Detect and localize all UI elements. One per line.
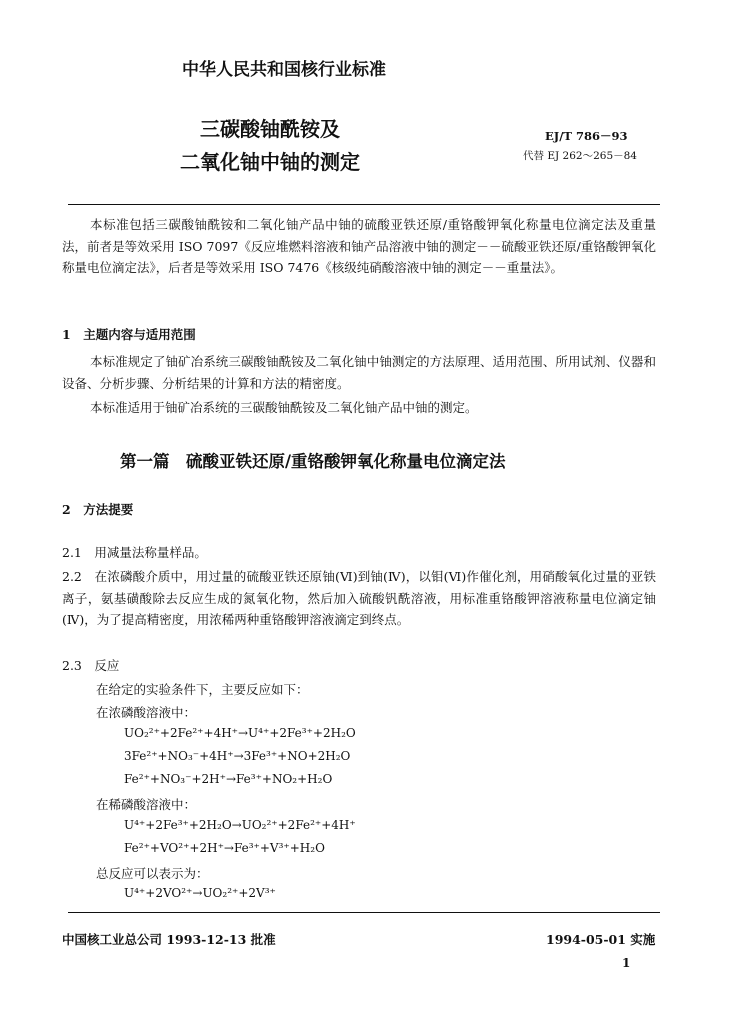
section-1-paragraph-2: 本标准适用于铀矿冶系统的三碳酸铀酰铵及二氧化铀产品中铀的测定。: [90, 400, 478, 415]
document-title-line-2: 二氧化铀中铀的测定: [180, 150, 360, 174]
equation-6: U⁴⁺+2VO²⁺→UO₂²⁺+2V³⁺: [124, 886, 276, 900]
reaction-intro: 在给定的实验条件下，主要反应如下：: [96, 682, 309, 697]
page-number: 1: [622, 956, 631, 970]
approval-date: 中国核工业总公司 1993-12-13 批准: [62, 932, 276, 947]
footer-divider: [68, 912, 660, 913]
section-2-heading: 2 方法提要: [62, 502, 134, 517]
standard-category-header: 中华人民共和国核行业标准: [182, 60, 386, 80]
section-1-paragraph-1: 本标准规定了铀矿冶系统三碳酸铀酰铵及二氧化铀中铀测定的方法原理、适用范围、所用试剂、仪器和设备、分析步骤、分析结果的计算和方法的精密度。: [62, 354, 656, 391]
intro-paragraph: 本标准包括三碳酸铀酰铵和二氧化铀产品中铀的硫酸亚铁还原/重铬酸钾氧化称量电位滴定法及重量法，前者是等效采用 ISO 7097《反应堆燃料溶液和铀产品溶液中铀的测定－－硫酸亚铁还原/重铬酸钾氧化称量电位滴定法》，后者是等效采用 ISO 7476《核级纯硝酸溶液中铀的测定－－重量法》。: [62, 217, 656, 275]
section-1-heading: 1 主题内容与适用范围: [62, 327, 196, 342]
equation-3: Fe²⁺+NO₃⁻+2H⁺→Fe³⁺+NO₂+H₂O: [124, 772, 333, 786]
equation-1: UO₂²⁺+2Fe²⁺+4H⁺→U⁴⁺+2Fe³⁺+2H₂O: [124, 726, 356, 740]
overall-reaction-label: 总反应可以表示为：: [96, 866, 209, 881]
equation-4: U⁴⁺+2Fe³⁺+2H₂O→UO₂²⁺+2Fe²⁺+4H⁺: [124, 818, 356, 832]
equation-5: Fe²⁺+VO²⁺+2H⁺→Fe³⁺+V³⁺+H₂O: [124, 841, 325, 855]
standard-code: EJ/T 786－93: [545, 129, 628, 143]
concentrated-phosphoric-label: 在浓磷酸溶液中：: [96, 705, 197, 720]
equation-2: 3Fe²⁺+NO₃⁻+4H⁺→3Fe³⁺+NO+2H₂O: [124, 749, 351, 763]
dilute-phosphoric-label: 在稀磷酸溶液中：: [96, 797, 197, 812]
part-1-title: 第一篇 硫酸亚铁还原/重铬酸钾氧化称量电位滴定法: [120, 452, 506, 471]
implementation-date: 1994-05-01 实施: [546, 932, 656, 947]
clause-2-2: 2.2 在浓磷酸介质中，用过量的硫酸亚铁还原铀(Ⅵ)到铀(Ⅳ)，以钼(Ⅵ)作催化剂，用硝酸氧化过量的亚铁离子，氨基磺酸除去反应生成的氮氧化物，然后加入硫酸钒酰溶液，用标准重铬酸钾溶液称量电位滴定铀(Ⅳ)，为了提高精密度，用浓稀两种重铬酸钾溶液滴定到终点。: [62, 569, 656, 627]
replaces-standard: 代替 EJ 262～265－84: [523, 150, 637, 162]
clause-2-3-heading: 2.3 反应: [62, 658, 120, 673]
document-title-line-1: 三碳酸铀酰铵及: [200, 117, 340, 141]
clause-2-1: 2.1 用减量法称量样品。: [62, 545, 207, 560]
header-divider: [68, 204, 660, 205]
